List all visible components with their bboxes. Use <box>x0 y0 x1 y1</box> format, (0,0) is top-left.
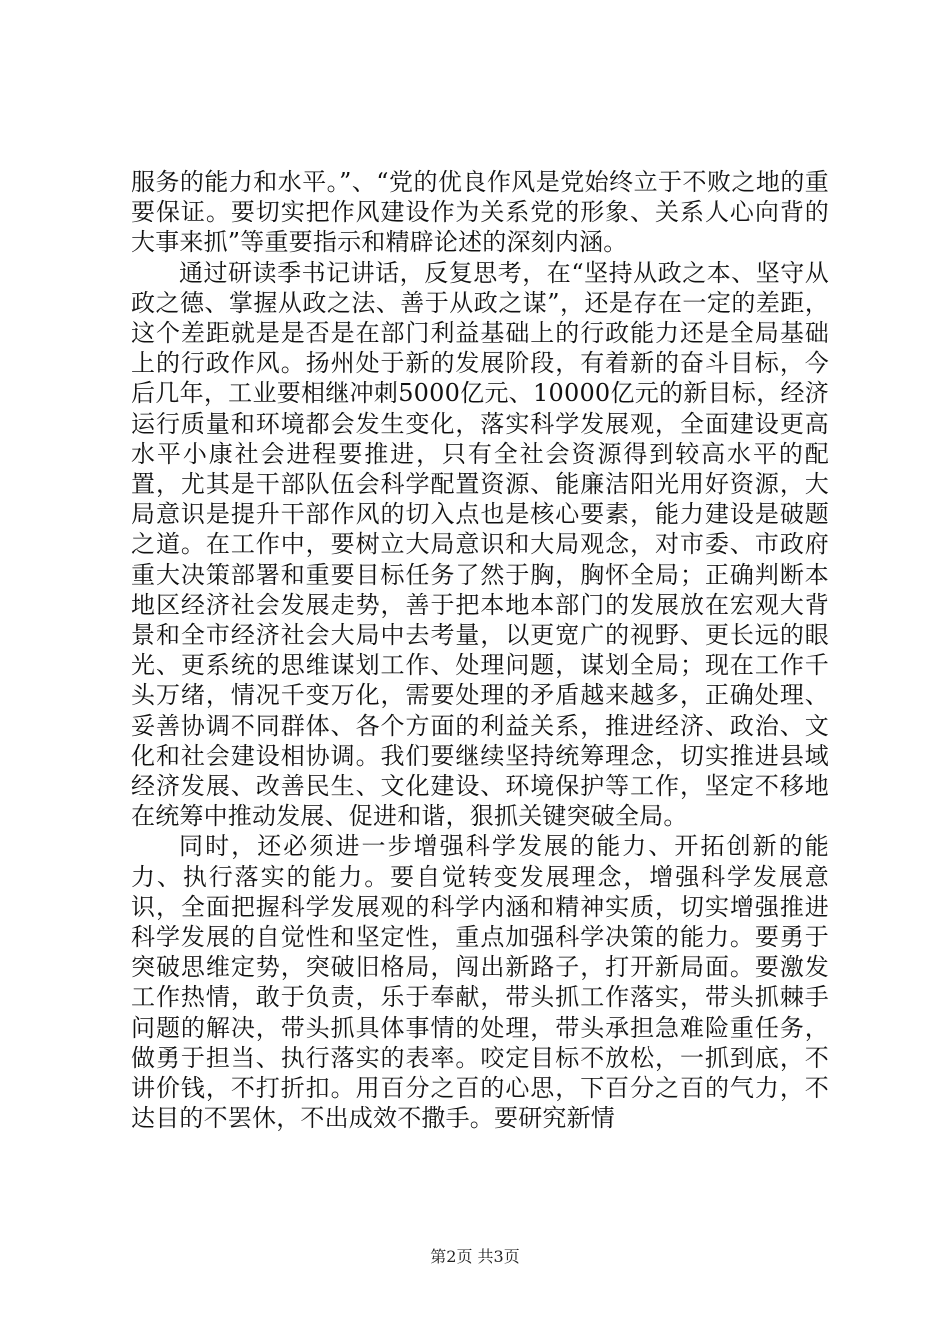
paragraph-1: 服务的能力和水平。”、“党的优良作风是党始终立于不败之地的重要保证。要切实把作风建设作为关系党的形象、关系人心向背的大事来抓”等重要指示和精辟论述的深刻内涵。 <box>131 168 829 257</box>
paragraph-3: 同时，还必须进一步增强科学发展的能力、开拓创新的能力、执行落实的能力。要自觉转变发展理念，增强科学发展意识，全面把握科学发展观的科学内涵和精神实质，切实增强推进科学发展的自觉性和坚定性，重点加强科学决策的能力。要勇于突破思维定势，突破旧格局，闯出新路子，打开新局面。要激发工作热情，敢于负责，乐于奉献，带头抓工作落实，带头抓棘手问题的解决，带头抓具体事情的处理，带头承担急难险重任务，做勇于担当、执行落实的表率。咬定目标不放松，一抓到底，不讲价钱，不打折扣。用百分之百的心思，下百分之百的气力，不达目的不罢休，不出成效不撒手。要研究新情 <box>131 832 829 1133</box>
page-number-footer: 第2页 共3页 <box>430 1247 520 1266</box>
paragraph-2: 通过研读季书记讲话，反复思考，在“坚持从政之本、坚守从政之德、掌握从政之法、善于从政之谋”，还是存在一定的差距，这个差距就是是否是在部门利益基础上的行政能力还是全局基础上的行政作风。扬州处于新的发展阶段，有着新的奋斗目标，今后几年，工业要相继冲刺5000亿元、10000亿元的新目标，经济运行质量和环境都会发生变化，落实科学发展观，全面建设更高水平小康社会进程要推进，只有全社会资源得到较高水平的配置，尤其是干部队伍会科学配置资源、能廉洁阳光用好资源，大局意识是提升干部作风的切入点也是核心要素，能力建设是破题之道。在工作中，要树立大局意识和大局观念，对市委、市政府重大决策部署和重要目标任务了然于胸，胸怀全局；正确判断本地区经济社会发展走势，善于把本地本部门的发展放在宏观大背景和全市经济社会大局中去考量，以更宽广的视野、更长远的眼光、更系统的思维谋划工作、处理问题，谋划全局；现在工作千头万绪，情况千变万化，需要处理的矛盾越来越多，正确处理、妥善协调不同群体、各个方面的利益关系，推进经济、政治、文化和社会建设相协调。我们要继续坚持统筹理念，切实推进县域经济发展、改善民生、文化建设、环境保护等工作，坚定不移地在统筹中推动发展、促进和谐，狠抓关键突破全局。 <box>131 258 829 831</box>
document-body <box>131 167 829 1134</box>
